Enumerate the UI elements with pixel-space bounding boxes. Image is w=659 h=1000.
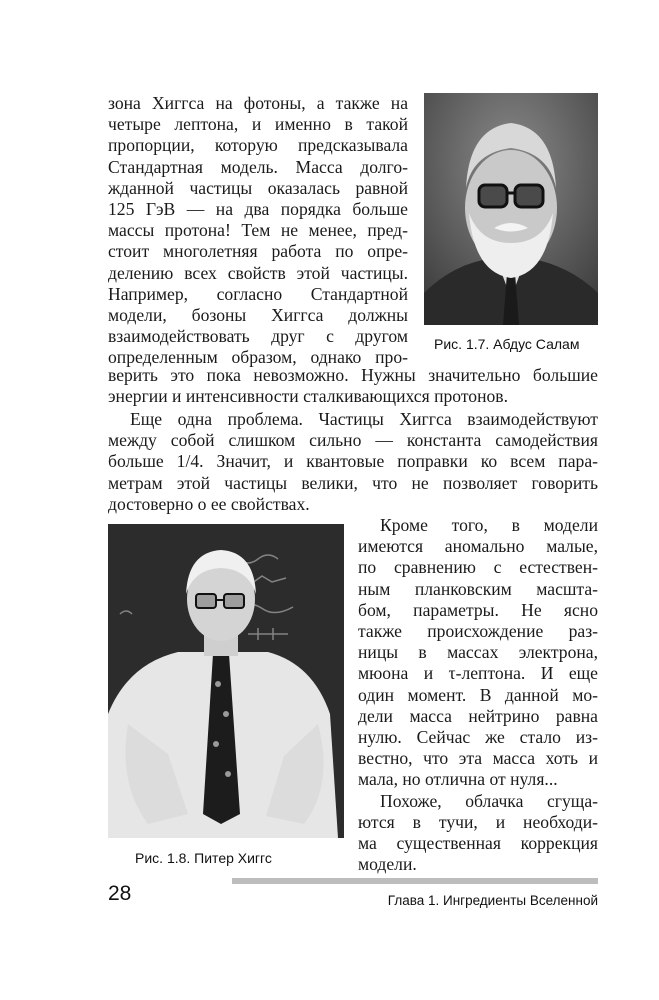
text-line: Кроме того, в модели bbox=[380, 515, 598, 535]
text-line: стоит многолетняя работа по опре- bbox=[108, 241, 408, 262]
text-line: верить это пока невозможно. Нужны значительно большие bbox=[108, 365, 598, 385]
caption-figure-1-8: Рис. 1.8. Питер Хиггс bbox=[135, 850, 272, 866]
text-line: также происхождение раз- bbox=[358, 621, 598, 642]
portrait-illustration bbox=[424, 93, 598, 325]
text-line: имеются аномально малые, bbox=[358, 536, 598, 557]
text-line: дели масса нейтрино равна bbox=[358, 705, 598, 726]
text-line: достоверно о ее свойствах. bbox=[108, 493, 310, 514]
paragraph-top bbox=[108, 93, 408, 369]
text-line: Похоже, облачка сгуща- bbox=[380, 790, 598, 811]
text-line: взаимодействовать друг с другом bbox=[108, 326, 408, 347]
text-line: Например, согласно Стандартной bbox=[108, 283, 408, 304]
text-line: модели. bbox=[358, 854, 417, 875]
caption-figure-1-7: Рис. 1.7. Абдус Салам bbox=[434, 336, 580, 352]
text-line: ным планковским масшта- bbox=[358, 578, 598, 599]
text-line: между собой слишком сильно — константа самодействия bbox=[108, 430, 598, 451]
text-line: метрам этой частицы велики, что не позволяет говорить bbox=[108, 472, 598, 493]
text-line: 125 ГэВ — на два порядка больше bbox=[108, 199, 408, 220]
paragraph-second bbox=[108, 409, 598, 515]
photo-abdus-salam bbox=[424, 93, 598, 325]
text-line: нулю. Сейчас же стало из- bbox=[358, 727, 598, 748]
paragraph-continuation bbox=[108, 365, 598, 407]
text-line: мюона и τ-лептона. И еще bbox=[358, 663, 598, 684]
text-line: зона Хиггса на фотоны, а также на bbox=[108, 93, 408, 113]
running-head: Глава 1. Ингредиенты Вселенной bbox=[387, 893, 598, 908]
text-line: вестно, что эта масса хоть и bbox=[358, 748, 598, 769]
text-line: определенным образом, однако про- bbox=[108, 347, 408, 368]
text-line: четыре лептона, и именно в такой bbox=[108, 114, 408, 135]
portrait-illustration bbox=[108, 524, 344, 838]
text-line: мала, но отлична от нуля... bbox=[358, 769, 558, 790]
paragraph-right-column bbox=[358, 515, 598, 875]
text-line: модели, бозоны Хиггса должны bbox=[108, 305, 408, 326]
text-line: бом, параметры. Не ясно bbox=[358, 599, 598, 620]
text-line: ются в тучи, и необходи- bbox=[358, 811, 598, 832]
text-line: ма существенная коррекция bbox=[358, 833, 598, 854]
text-line: энергии и интенсивности сталкивающихся протонов. bbox=[108, 386, 509, 407]
text-line: жданной частицы оказалась равной bbox=[108, 177, 408, 198]
text-line: больше 1/4. Значит, и квантовые поправки ко всем пара- bbox=[108, 451, 598, 472]
text-line: делению всех свойств этой частицы. bbox=[108, 262, 408, 283]
footer-rule bbox=[232, 878, 598, 884]
text-line: Стандартная модель. Масса долго- bbox=[108, 156, 408, 177]
text-line: один момент. В данной мо- bbox=[358, 684, 598, 705]
text-line: пропорции, которую предсказывала bbox=[108, 135, 408, 156]
text-line: ницы в массах электрона, bbox=[358, 642, 598, 663]
page-number: 28 bbox=[108, 882, 132, 905]
text-line: Еще одна проблема. Частицы Хиггса взаимодействуют bbox=[130, 409, 598, 429]
text-line: по сравнению с естествен- bbox=[358, 557, 598, 578]
photo-peter-higgs bbox=[108, 524, 344, 838]
text-line: массы протона! Тем не менее, пред- bbox=[108, 220, 408, 241]
